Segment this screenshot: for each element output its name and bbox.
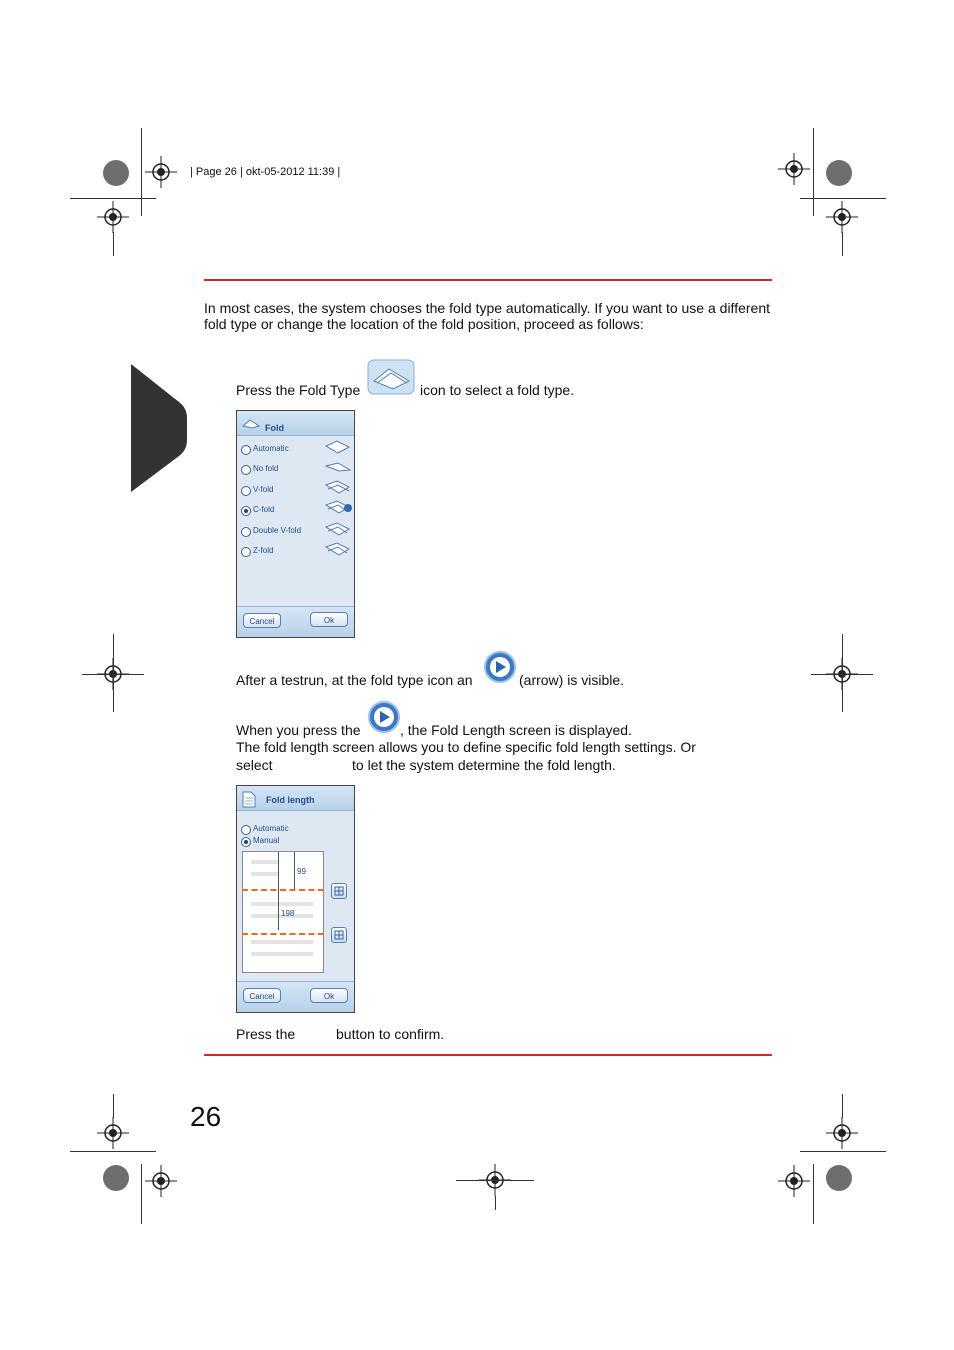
- step3-line-3-after: to let the system determine the fold length.: [352, 757, 616, 773]
- crop-line: [495, 1196, 496, 1210]
- step4-text-before: Press the: [236, 1026, 296, 1042]
- registration-dot: [826, 1165, 852, 1191]
- text-line-placeholder: [251, 940, 313, 944]
- chapter-tab-arrow-icon: [131, 364, 189, 492]
- fold-length-option-manual[interactable]: [241, 835, 351, 849]
- fold-screen-footer: [237, 606, 354, 637]
- step3-text-before: When you press the: [236, 722, 361, 738]
- crop-line: [842, 634, 843, 712]
- fold-length-option-label: Automatic: [253, 824, 289, 833]
- crop-line: [82, 674, 144, 675]
- fold-length-option-label: Manual: [253, 836, 280, 845]
- crop-line: [811, 674, 873, 675]
- arrow-icon: [483, 650, 517, 684]
- fold-length-value-1: 99: [297, 867, 306, 876]
- step2-text-before: After a testrun, at the fold type icon an: [236, 672, 473, 688]
- crop-line: [141, 128, 142, 216]
- radio-button[interactable]: [241, 465, 251, 475]
- step3-line-3-before: select: [236, 757, 273, 773]
- fold-type-illustrations: [323, 439, 353, 565]
- registration-target-icon: [778, 153, 810, 185]
- step4-text-after: button to confirm.: [336, 1026, 445, 1042]
- v-fold-icon: [326, 481, 349, 493]
- fold-type-icon: [367, 359, 415, 395]
- fold-length-title: Fold length: [266, 795, 315, 805]
- fold-option-label: C-fold: [253, 505, 275, 514]
- registration-target-icon: [145, 156, 177, 188]
- registration-dot: [103, 160, 129, 186]
- fold-option-label: Z-fold: [253, 546, 274, 555]
- radio-button[interactable]: [241, 445, 251, 455]
- crop-line: [70, 1151, 156, 1152]
- crop-line: [800, 198, 886, 199]
- fold-header-icon: [242, 418, 260, 429]
- fold-option-label: Automatic: [253, 444, 289, 453]
- radio-button-selected[interactable]: [241, 837, 251, 847]
- crop-line: [70, 198, 156, 199]
- registration-target-icon: [826, 1117, 858, 1149]
- fold-length-header: [237, 786, 354, 811]
- intro-line-2: fold type or change the location of the fold position, proceed as follows:: [204, 316, 644, 332]
- bottom-rule: [204, 1054, 772, 1056]
- radio-button[interactable]: [241, 825, 251, 835]
- text-line-placeholder: [251, 872, 279, 876]
- keypad-button-1[interactable]: [331, 883, 347, 899]
- fold-option-label: Double V-fold: [253, 526, 302, 535]
- ok-button[interactable]: Ok: [310, 988, 348, 1003]
- radio-button[interactable]: [241, 547, 251, 557]
- step2-text-after: (arrow) is visible.: [519, 672, 625, 688]
- crop-line: [456, 1180, 534, 1181]
- text-line-placeholder: [251, 860, 279, 864]
- fold-screen-title: Fold: [265, 423, 284, 433]
- registration-target-icon: [97, 201, 129, 233]
- fold-line-1: [242, 889, 324, 891]
- text-line-placeholder: [251, 902, 313, 906]
- step3-line-2: The fold length screen allows you to define specific fold length settings. Or: [236, 739, 696, 755]
- ok-button[interactable]: Ok: [310, 612, 348, 627]
- radio-button[interactable]: [241, 486, 251, 496]
- no-fold-icon: [326, 463, 350, 471]
- arrow-icon: [367, 700, 401, 734]
- crop-line: [141, 1164, 142, 1224]
- automatic-fold-icon: [326, 441, 349, 453]
- fold-screen: [236, 410, 355, 638]
- crop-line: [113, 634, 114, 712]
- keypad-icon: [332, 884, 346, 898]
- cancel-button[interactable]: Cancel: [243, 988, 281, 1003]
- step1-text-after: icon to select a fold type.: [420, 382, 575, 398]
- length-dimension-line: [278, 852, 279, 930]
- keypad-icon: [332, 928, 346, 942]
- length-dimension-line: [294, 852, 295, 890]
- top-rule: [204, 279, 772, 281]
- crop-line: [113, 232, 114, 256]
- step3-text-after: , the Fold Length screen is displayed.: [400, 722, 632, 738]
- running-head: | Page 26 | okt-05-2012 11:39 |: [190, 166, 341, 178]
- page-number: 26: [190, 1101, 222, 1132]
- fold-length-screen: [236, 785, 355, 1013]
- registration-target-icon: [97, 1117, 129, 1149]
- fold-screen-header: [237, 411, 354, 436]
- crop-line: [842, 1094, 843, 1118]
- fold-option-label: V-fold: [253, 485, 274, 494]
- crop-line: [842, 232, 843, 256]
- fold-line-2: [242, 933, 324, 935]
- text-line-placeholder: [251, 952, 313, 956]
- document-preview: [242, 851, 324, 973]
- document-icon: [241, 791, 257, 809]
- fold-length-footer: [237, 981, 354, 1012]
- radio-button[interactable]: [241, 527, 251, 537]
- crop-line: [813, 128, 814, 216]
- cancel-button[interactable]: Cancel: [243, 613, 281, 628]
- registration-target-icon: [826, 201, 858, 233]
- selected-fold-indicator-icon: [344, 504, 352, 512]
- crop-line: [113, 1094, 114, 1118]
- double-v-fold-icon: [326, 523, 349, 535]
- registration-target-icon: [778, 1165, 810, 1197]
- radio-button-selected[interactable]: [241, 506, 251, 516]
- crop-line: [813, 1164, 814, 1224]
- keypad-button-2[interactable]: [331, 927, 347, 943]
- step1-text-before: Press the Fold Type: [236, 382, 361, 398]
- registration-target-icon: [145, 1165, 177, 1197]
- fold-length-value-2: 198: [281, 909, 295, 918]
- registration-dot: [826, 160, 852, 186]
- fold-option-label: No fold: [253, 464, 279, 473]
- crop-line: [800, 1151, 886, 1152]
- z-fold-icon: [326, 543, 349, 555]
- intro-line-1: In most cases, the system chooses the fold type automatically. If you want to use a different: [204, 300, 770, 316]
- registration-dot: [103, 1165, 129, 1191]
